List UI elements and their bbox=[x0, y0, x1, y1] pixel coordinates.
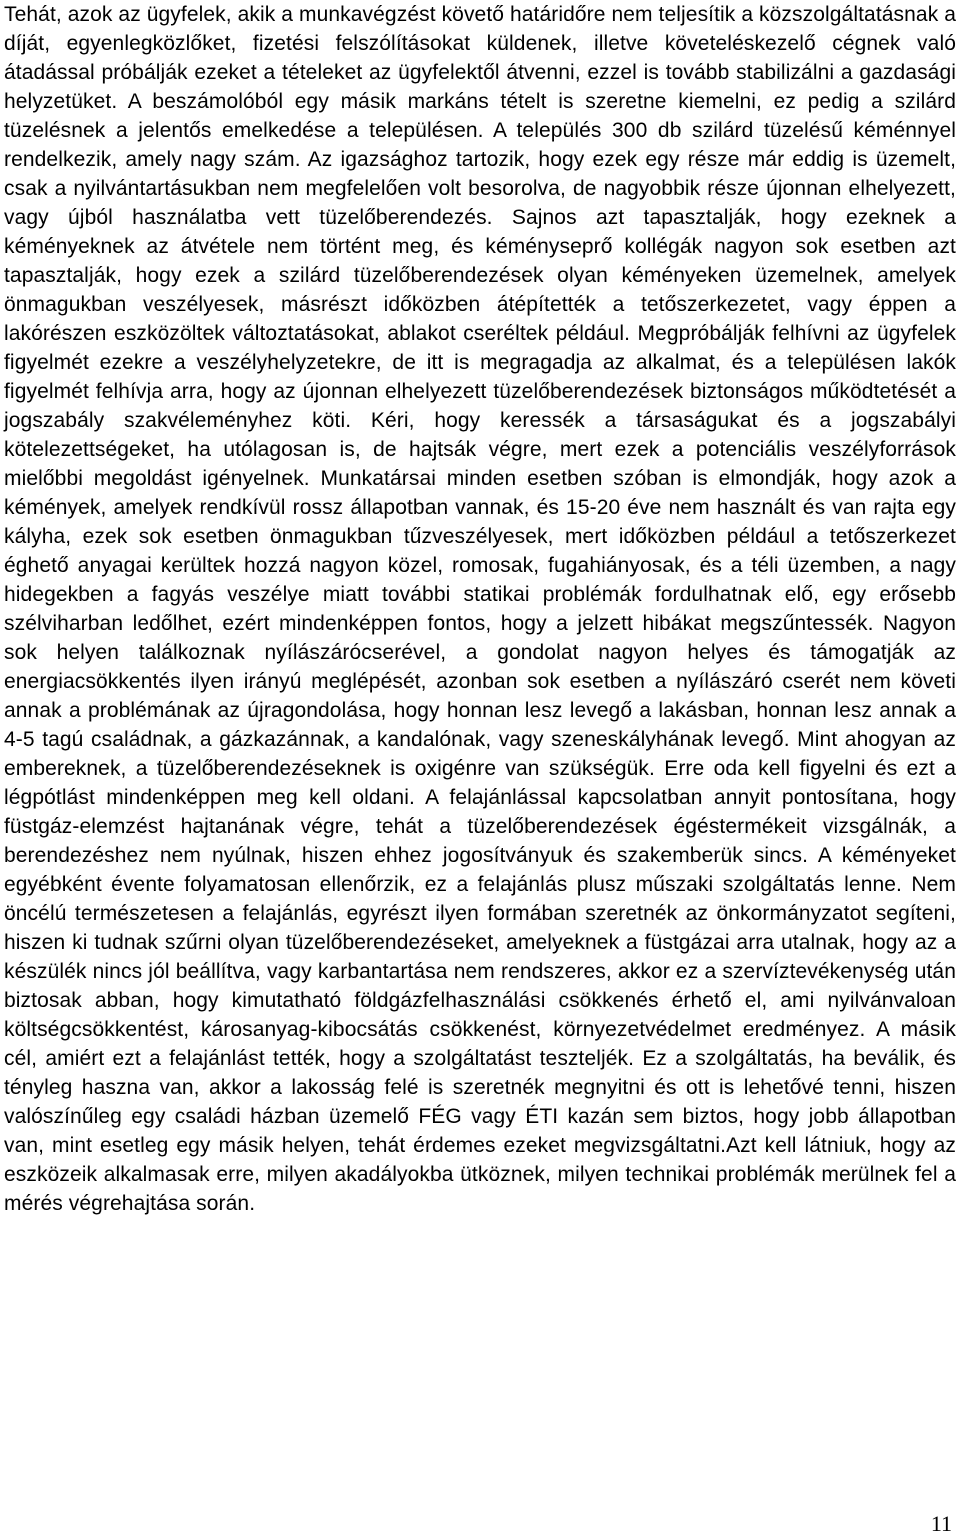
page-number: 11 bbox=[930, 1511, 952, 1536]
body-paragraph: Tehát, azok az ügyfelek, akik a munkavégzést követő határidőre nem teljesítik a közszolgáltatásnak a díját, egyenlegközlőket, fizetési felszólításokat küldenek, illetve követeléskezelő cégnek való átadással próbálják ezeket a tételeket az ügyfelektől átvenni, ezzel is tovább stabilizálni a gazdasági helyzetüket. A beszámolóból egy másik markáns tételt is szeretne kiemelni, ez pedig a szilárd tüzelésnek a jelentős emelkedése a településen. A település 300 db szilárd tüzelésű kéménnyel rendelkezik, amely nagy szám. Az igazsághoz tartozik, hogy ezek egy része már eddig is üzemelt, csak a nyilvántartásukban nem megfelelően volt besorolva, de nagyobbik része újonnan elhelyezett, vagy újból használatba vett tüzelőberendezés. Sajnos azt tapasztalják, hogy ezeknek a kéményeknek az átvétele nem történt meg, és kéményseprő kollégák nagyon sok esetben azt tapasztalják, hogy ezek a szilárd tüzelőberendezések olyan kéményeken üzemelnek, amelyek önmagukban veszélyesek, másrészt időközben átépítették a tetőszerkezetet, vagy éppen a lakórészen eszközöltek változtatásokat, ablakot cseréltek például. Megpróbálják felhívni az ügyfelek figyelmét ezekre a veszélyhelyzetekre, de itt is megragadja az alkalmat, és a településen lakók figyelmét felhívja arra, hogy az újonnan elhelyezett tüzelőberendezések biztonságos működtetését a jogszabály szakvéleményhez köti. Kéri, hogy keressék a társaságukat és a jogszabályi kötelezettségeket, ha utólagosan is, de hajtsák végre, mert ezek a potenciális veszélyforrások mielőbbi megoldást igényelnek. Munkatársai minden esetben szóban is elmondják, hogy azok a kémények, amelyek rendkívül rossz állapotban vannak, és 15-20 éve nem használt és van rajta egy kályha, ezek sok esetben önmagukban tűzveszélyesek, mert időközben például a tetőszerkezet éghető anyagai kerültek hozzá nagyon közel, romosak, fugahiányosak, és a téli üzemben, a nagy hidegekben a fagyás veszélye miatt további statikai problémák fordulhatnak elő, egy erősebb szélviharban ledőlhet, ezért mindenképpen fontos, hogy a jelzett hibákat megszűntessék. Nagyon sok helyen találkoznak nyílászárócserével, a gondolat nagyon helyes és támogatják az energiacsökkentés ilyen irányú meglépését, azonban sok esetben a nyílászáró cserét nem követi annak a problémának az újragondolása, hogy honnan lesz levegő a lakásban, honnan lesz annak a 4-5 tagú családnak, a gázkazánnak, a kandalónak, vagy szeneskályhának levegő. Mint ahogyan az embereknek, a tüzelőberendezéseknek is oxigénre van szükségük. Erre oda kell figyelni és ezt a légpótlást mindenképpen meg kell oldani. A felajánlással kapcsolatban annyit pontosítana, hogy füstgáz-elemzést hajtanának végre, tehát a tüzelőberendezések égéstermékeit vizsgálnák, a berendezéshez nem nyúlnak, hiszen ehhez jogosítványuk és szakemberük sincs. A kéményeket egyébként évente folyamatosan ellenőrzik, ez a felajánlás plusz műszaki szolgáltatás lenne. Nem öncélú természetesen a felajánlás, egyrészt ilyen formában szeretnék az önkormányzatot segíteni, hiszen ki tudnak szűrni olyan tüzelőberendezéseket, amelyeknek a füstgázai arra utalnak, hogy az a készülék nincs jól beállítva, vagy karbantartása nem rendszeres, akkor ez a szervíztevékenység után biztosak abban, hogy kimutatható földgázfelhasználási csökkenés érhető el, ami nyilvánvaloan költségcsökkentést, károsanyag-kibocsátás csökkenést, környezetvédelmet eredményez. A másik cél, amiért ezt a felajánlást tették, hogy a szolgáltatást teszteljék. Ez a szolgáltatás, ha beválik, és tényleg haszna van, akkor a lakosság felé is szeretnék megnyitni és ott is lehetővé tenni, hiszen valószínűleg egy családi házban üzemelő FÉG vagy ÉTI kazán sem biztos, hogy jobb állapotban van, mint esetleg egy másik helyen, tehát érdemes ezeket megvizsgáltatni.Azt kell látniuk, hogy az eszközeik alkalmasak erre, milyen akadályokba ütköznek, milyen technikai problémák merülnek fel a mérés végrehajtása során. bbox=[4, 3, 957, 1215]
document-page bbox=[4, 0, 956, 1218]
